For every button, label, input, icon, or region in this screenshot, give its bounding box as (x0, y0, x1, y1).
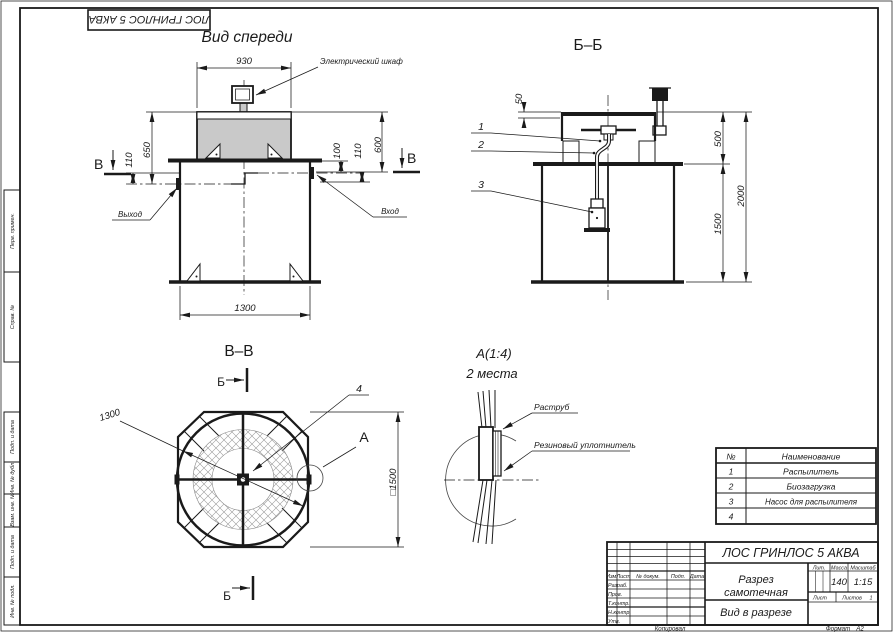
sheets-label: Листов (842, 595, 862, 602)
frame-col-label: Инв. № дубл. (10, 461, 16, 495)
dim-50 (514, 93, 561, 126)
svg-text:В: В (407, 150, 417, 166)
frame-col-label: Взам. инв. № (10, 493, 16, 527)
title-block-right (705, 546, 878, 625)
svg-text:Биозагрузка: Биозагрузка (786, 481, 836, 492)
tb-header-cell: Подп. (670, 574, 686, 580)
scale-label: Масштаб (850, 565, 876, 572)
view-section-bb (471, 37, 752, 300)
mass-label: Масса (831, 565, 847, 572)
parts-table (716, 448, 876, 524)
socket (479, 427, 501, 480)
svg-text:4: 4 (728, 511, 734, 522)
view-detail-a (444, 346, 636, 544)
svg-text:Вход: Вход (381, 207, 399, 216)
seal-label (504, 440, 636, 471)
tb-row-label: Н.контр. (608, 610, 631, 616)
sheet-label: Лист (813, 595, 827, 602)
svg-text:2000: 2000 (736, 185, 747, 207)
detail-a-subtitle: 2 места (466, 366, 518, 381)
svg-text:□1500: □1500 (388, 468, 399, 496)
vent-pipe (649, 88, 671, 135)
svg-text:600: 600 (373, 137, 384, 153)
section-mark-b-bottom (223, 576, 253, 603)
tb-row-label: Утв. (608, 619, 621, 625)
doc-subtitle-1: Разрез (738, 574, 774, 586)
doc-title: ЛОС ГРИНЛОС 5 АКВА (722, 546, 860, 560)
svg-text:3: 3 (728, 496, 734, 507)
svg-text:Распылитель: Распылитель (783, 466, 839, 477)
cabinet-label: Электрический шкаф (320, 57, 403, 66)
tb-header-cell: № докум. (636, 574, 660, 580)
svg-text:1: 1 (478, 121, 484, 133)
top-stamp (88, 10, 210, 30)
title-block-left (606, 542, 705, 625)
callouts-bb (471, 121, 601, 213)
parts-col-num: № (726, 451, 736, 462)
dim-650-110-left (124, 112, 196, 184)
svg-text:50: 50 (514, 93, 525, 105)
table-row (728, 482, 836, 492)
tb-row-label: Пров. (608, 592, 623, 598)
svg-text:Б: Б (217, 375, 225, 389)
tb-header-cell: Лист (616, 574, 631, 580)
sheets-value: 1 (869, 595, 873, 602)
scale-value: 1:15 (853, 577, 873, 588)
frame-col-label: Подп. и дата (10, 420, 16, 454)
svg-text:4: 4 (356, 383, 362, 395)
frame-left-columns (4, 190, 20, 625)
svg-text:110: 110 (353, 143, 364, 159)
frame-col-label: Перв. примен. (10, 213, 16, 249)
svg-text:Насос для распылителя: Насос для распылителя (764, 497, 858, 507)
svg-text:Б: Б (223, 589, 231, 603)
mass-value: 140 (831, 577, 847, 588)
tb-header-cell: Изм. (606, 574, 618, 580)
table-row (729, 497, 858, 507)
svg-text:1500: 1500 (713, 213, 724, 235)
tb-row-label: Т.контр. (608, 601, 630, 607)
view-front (94, 29, 420, 320)
tank-section (531, 166, 684, 282)
svg-text:500: 500 (713, 131, 724, 147)
tank-body (169, 163, 321, 283)
svg-text:1300: 1300 (98, 407, 122, 425)
electrical-cabinet (232, 86, 253, 103)
frame-col-label: Справ. № (10, 304, 16, 330)
frame-col-label: Подп. и дата (10, 535, 16, 569)
svg-text:3: 3 (478, 179, 484, 191)
pump (584, 199, 610, 232)
sheet-frame (1, 1, 892, 631)
svg-text:В: В (94, 156, 104, 172)
biomedia-right (639, 141, 655, 163)
section-mark-b-top (217, 368, 247, 392)
svg-text:А: А (359, 429, 369, 445)
biomedia-left (563, 141, 579, 163)
detail-a-title: А(1:4) (476, 346, 512, 361)
format-value: А2 (856, 625, 864, 632)
dim-1500-plan (310, 412, 404, 547)
view-section-vv (98, 343, 404, 603)
parts-col-name: Наименование (781, 451, 841, 462)
outlet-callout (112, 188, 177, 220)
view-name: Вид в разрезе (720, 607, 792, 619)
svg-text:1: 1 (728, 466, 734, 477)
center-fitting (237, 474, 249, 486)
svg-text:930: 930 (236, 56, 252, 67)
section-bb-title: Б–Б (573, 37, 603, 54)
view-front-title: Вид спереди (201, 29, 293, 46)
inlet-nozzle (309, 167, 314, 179)
svg-text:650: 650 (142, 142, 153, 158)
bell-label (503, 402, 578, 429)
svg-text:110: 110 (124, 152, 135, 168)
top-stamp-text: ЛОС ГРИНЛОС 5 АКВА (88, 13, 210, 25)
copied-label: Копировал (654, 625, 686, 632)
lit-label: Лит. (812, 565, 826, 572)
tb-header-cell: Дата (689, 574, 705, 580)
tb-row-label: Разраб. (608, 583, 628, 589)
section-vv-title: В–В (224, 343, 254, 360)
dims-bb-right (657, 112, 752, 282)
table-row (729, 512, 734, 522)
doc-subtitle-2: самотечная (724, 587, 788, 599)
section-mark-v-right (393, 148, 420, 172)
frame-col-label: Инв. № подл. (10, 584, 16, 618)
svg-text:1300: 1300 (234, 303, 256, 314)
svg-text:100: 100 (332, 143, 343, 159)
format-label: Формат (825, 625, 851, 632)
svg-text:Раструб: Раструб (534, 402, 570, 412)
table-row (729, 467, 839, 477)
svg-text:2: 2 (728, 481, 734, 492)
tank-lid (197, 112, 291, 160)
title-block (606, 542, 878, 625)
svg-text:2: 2 (478, 139, 484, 151)
dim-1300-front (180, 286, 310, 320)
dims-right (292, 112, 388, 182)
svg-text:Выход: Выход (117, 210, 143, 219)
svg-text:Резиновый уплотнитель: Резиновый уплотнитель (534, 440, 636, 450)
